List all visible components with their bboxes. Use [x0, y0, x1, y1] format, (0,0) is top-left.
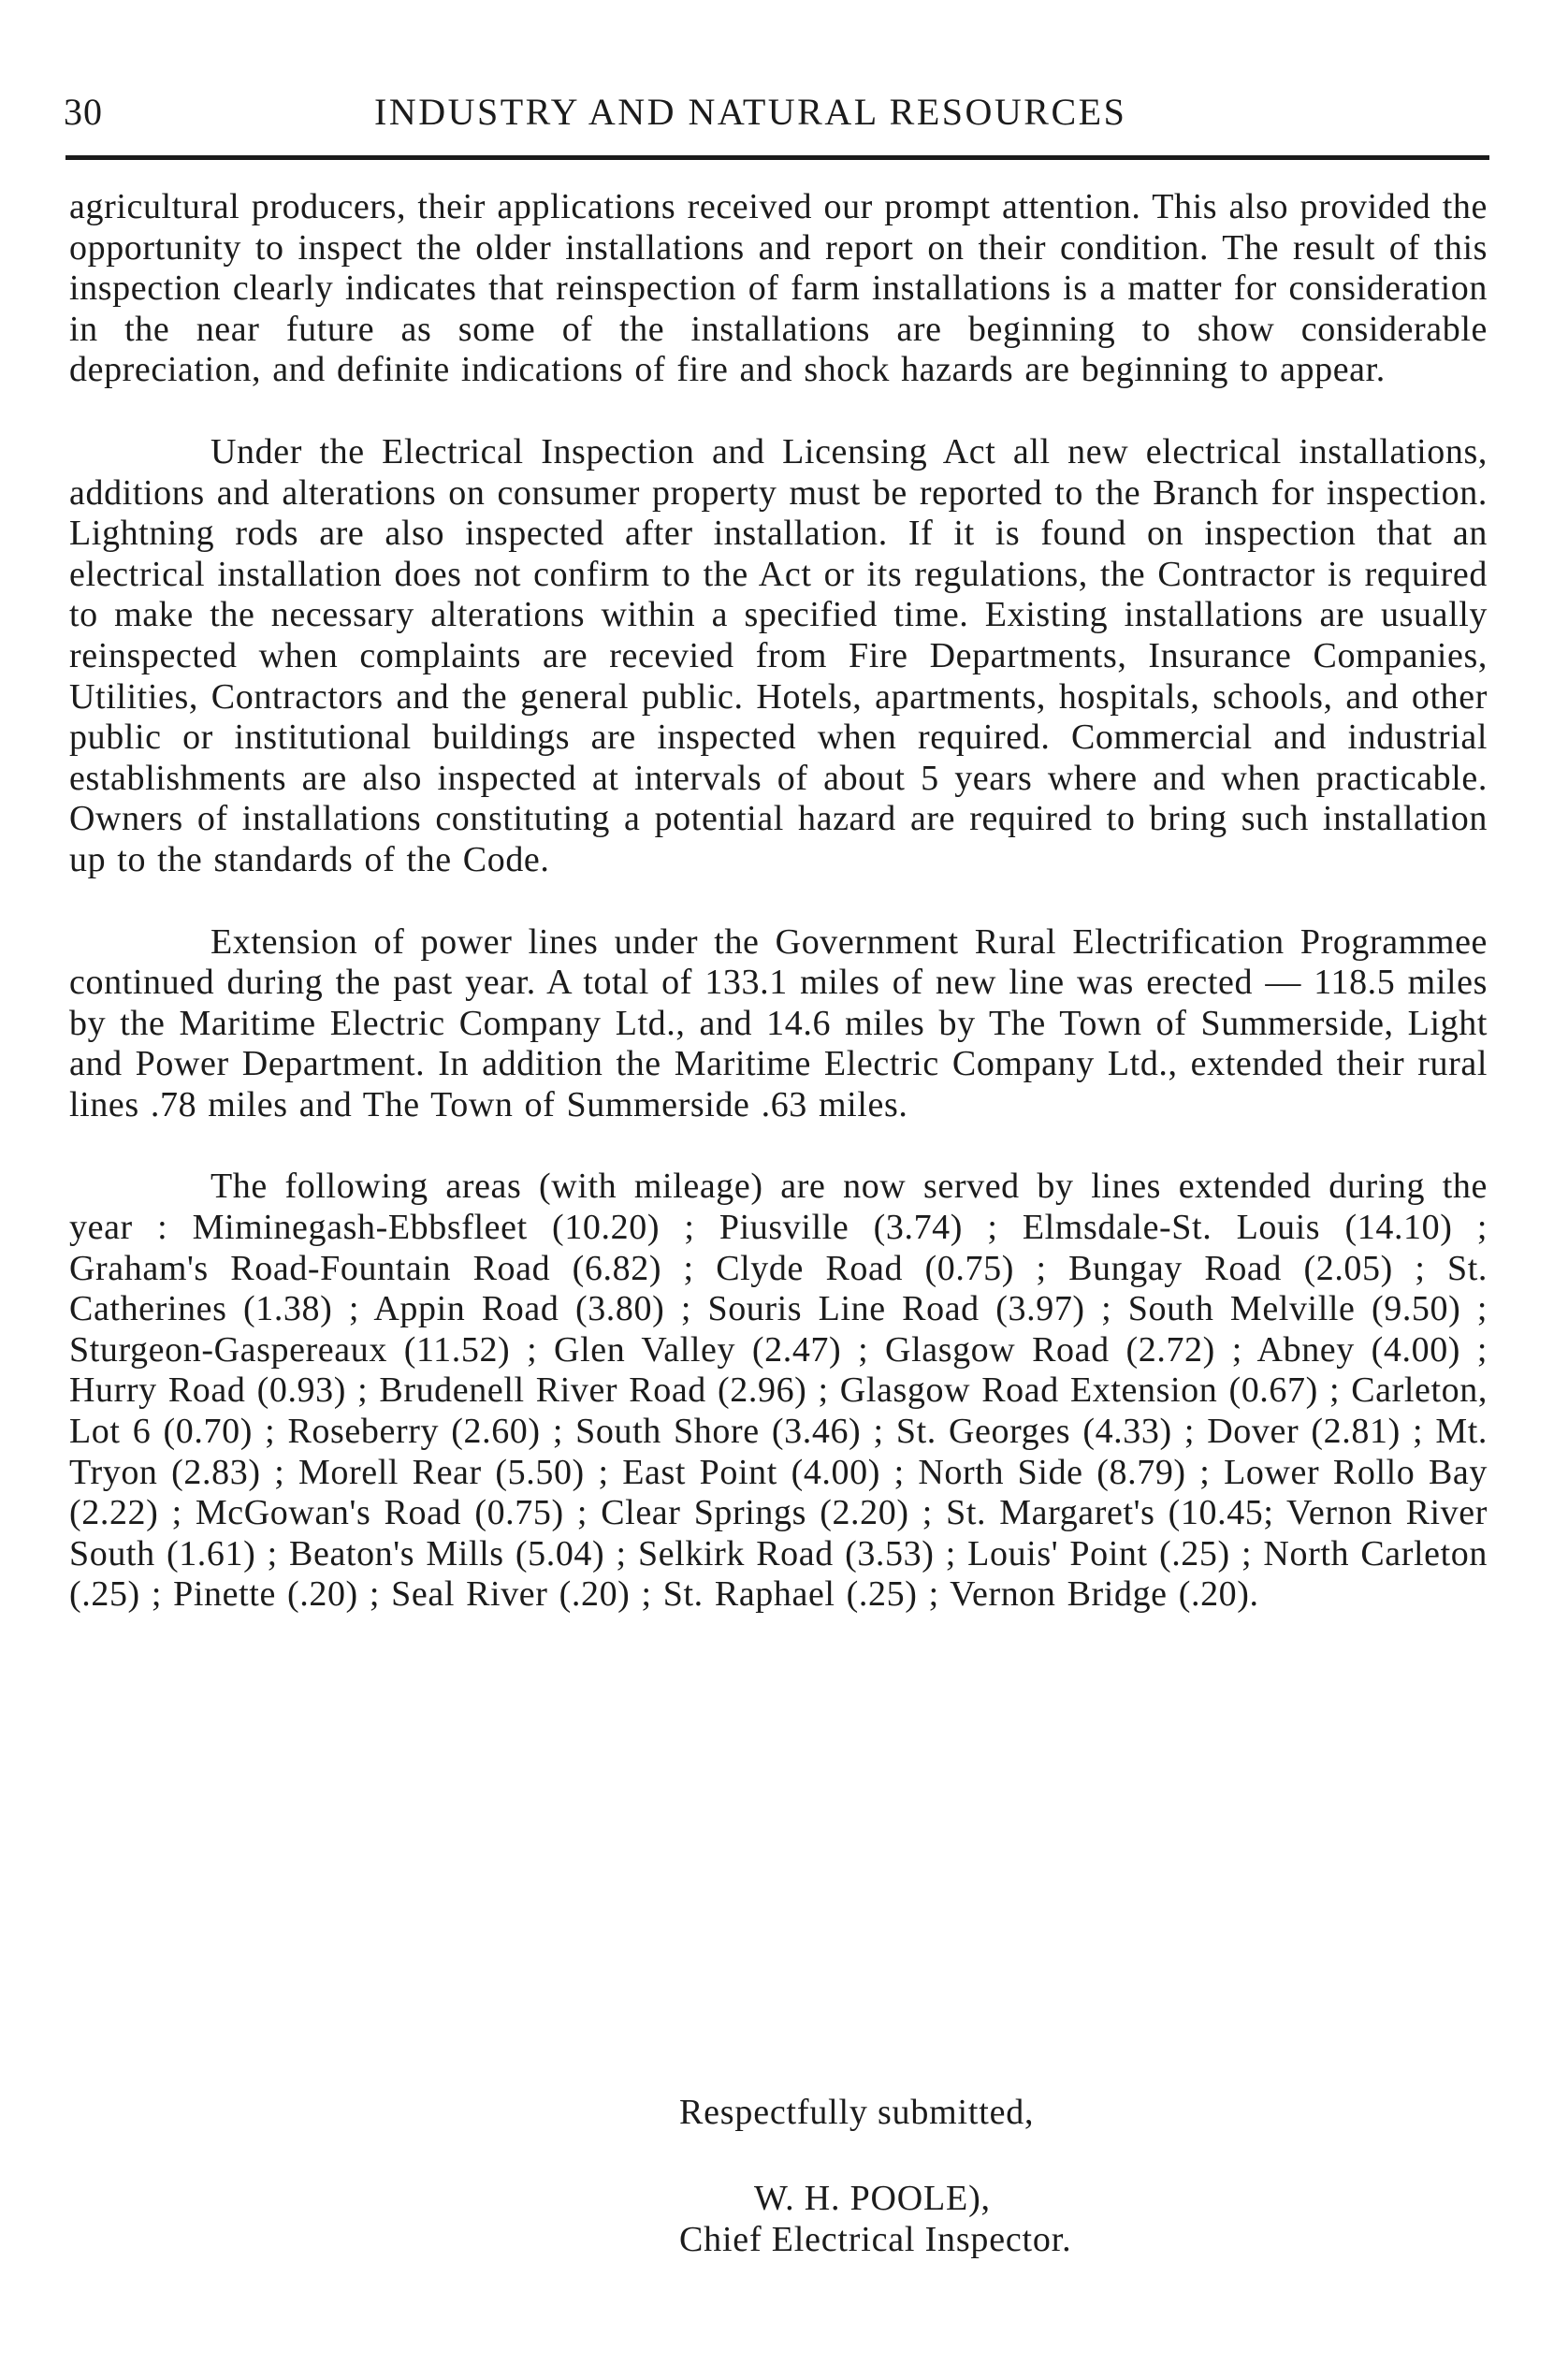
- closing-salutation: Respectfully submitted,: [679, 2093, 1035, 2132]
- report-body: [69, 187, 1488, 1616]
- paragraph-farm-inspection: agricultural producers, their applications received our prompt attention. This also provided the opportunity to inspect the older installations and report on their condition. The result of this inspection clearly indicates that reinspection of farm installations is a matter for consideration in the near future as some of the installations are beginning to show considerable depreciation, and definite indications of fire and shock hazards are beginning to appear.: [69, 187, 1488, 390]
- paragraph-areas-served: The following areas (with mileage) are now served by lines extended during the year : Miminegash-Ebbsfleet (10.20) ; Piusville (3.74) ; Elmsdale-St. Louis (14.10) ; Graham's Road-Fountain Road (6.82) ; Clyde Road (0.75) ; Bungay Road (2.05) ; St. Catherines (1.38) ; Appin Road (3.80) ; Souris Line Road (3.97) ; South Melville (9.50) ; Sturgeon-Gaspereaux (11.52) ; Glen Valley (2.47) ; Glasgow Road (2.72) ; Abney (4.00) ; Hurry Road (0.93) ; Brudenell River Road (2.96) ; Glasgow Road Extension (0.67) ; Carleton, Lot 6 (0.70) ; Roseberry (2.60) ; South Shore (3.46) ; St. Georges (4.33) ; Dover (2.81) ; Mt. Tryon (2.83) ; Morell Rear (5.50) ; East Point (4.00) ; North Side (8.79) ; Lower Rollo Bay (2.22) ; McGowan's Road (0.75) ; Clear Springs (2.20) ; St. Margaret's (10.45; Vernon River South (1.61) ; Beaton's Mills (5.04) ; Selkirk Road (3.53) ; Louis' Point (.25) ; North Carleton (.25) ; Pinette (.20) ; Seal River (.20) ; St. Raphael (.25) ; Vernon Bridge (.20).: [69, 1167, 1488, 1615]
- page-header: [0, 90, 1568, 146]
- signatory-name: W. H. POOLE),: [754, 2179, 991, 2218]
- header-rule: [65, 155, 1489, 160]
- page-number: 30: [64, 91, 103, 133]
- signatory-title: Chief Electrical Inspector.: [679, 2220, 1072, 2259]
- paragraph-rural-electrification: Extension of power lines under the Government Rural Electrification Programmee continued during the past year. A total of 133.1 miles of new line was erected — 118.5 miles by the Maritime Electric Company Ltd., and 14.6 miles by The Town of Summerside, Light and Power Department. In addition the Maritime Electric Company Ltd., extended their rural lines .78 miles and The Town of Summerside .63 miles.: [69, 921, 1488, 1124]
- running-head: INDUSTRY AND NATURAL RESOURCES: [374, 91, 1127, 133]
- paragraph-inspection-act: Under the Electrical Inspection and Licensing Act all new electrical installations, additions and alterations on consumer property must be reported to the Branch for inspection. Lightning rods are also inspected after installation. If it is found on inspection that an electrical installation does not confirm to the Act or its regulations, the Contractor is required to make the necessary alterations within a specified time. Existing installations are usually reinspected when complaints are recevied from Fire Departments, Insurance Companies, Utilities, Contractors and the general public. Hotels, apartments, hospitals, schools, and other public or institutional buildings are inspected when required. Commercial and industrial establishments are also inspected at intervals of about 5 years where and when practicable. Owners of installations constituting a potential hazard are required to bring such installation up to the standards of the Code.: [69, 431, 1488, 879]
